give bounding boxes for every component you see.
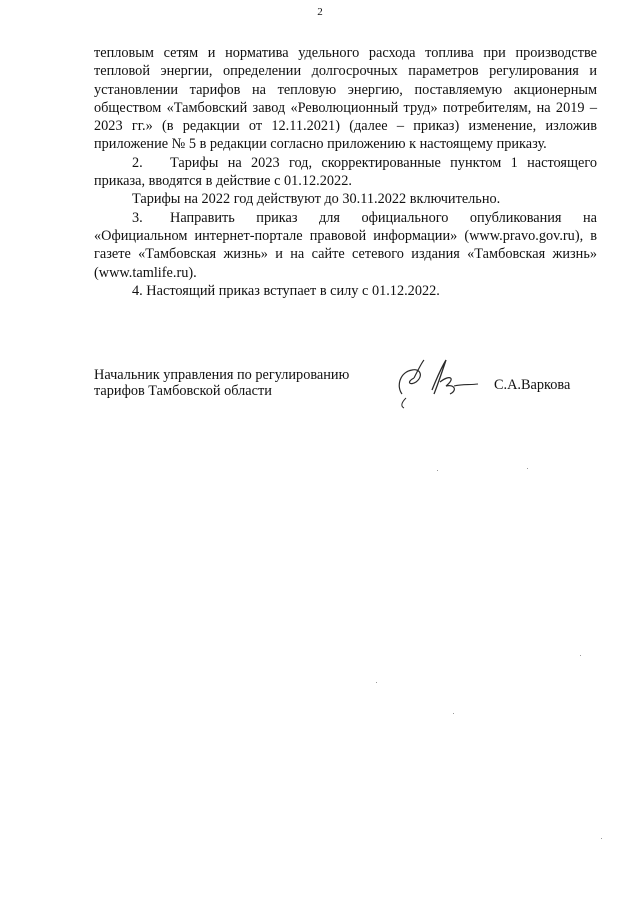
item-2-number: 2. bbox=[132, 154, 143, 171]
paragraph-item-4: 4. Настоящий приказ вступает в силу с 01.12.2022. bbox=[132, 282, 440, 299]
signer-name: С.А.Варкова bbox=[494, 377, 571, 393]
paragraph-item-3 bbox=[94, 209, 597, 282]
signatory-position bbox=[94, 367, 349, 399]
page-number: 2 bbox=[317, 6, 323, 18]
scan-speck bbox=[580, 655, 581, 656]
item-2-text: Тарифы на 2023 год, скорректированные пунктом 1 настоящего приказа, вводятся в действие с 01.12.2022. bbox=[94, 154, 597, 190]
handwritten-signature bbox=[392, 352, 484, 412]
paragraph-intro: тепловым сетям и норматива удельного расхода топлива при производстве тепловой энергии, определении долгосрочных параметров регулирования и установлении тарифов на тепловую энергию, поставляемую акционерным обществом «Тамбовский завод «Революционный труд» потребителям, на 2019 – 2023 гг.» (в редакции от 12.11.2021) (далее – приказ) изменение, изложив приложение № 5 в редакции согласно приложению к настоящему приказу. bbox=[94, 45, 597, 153]
document-body bbox=[94, 44, 597, 300]
item-3-number: 3. bbox=[132, 209, 143, 226]
scan-speck bbox=[527, 468, 528, 469]
position-line-2: тарифов Тамбовской области bbox=[94, 383, 272, 399]
position-line-1: Начальник управления по регулированию bbox=[94, 367, 350, 383]
scan-speck bbox=[437, 470, 438, 471]
scan-speck bbox=[453, 713, 454, 714]
paragraph-tariffs-2022: Тарифы на 2022 год действуют до 30.11.2022 включительно. bbox=[132, 191, 501, 208]
scan-speck bbox=[376, 682, 377, 683]
item-3-text: Направить приказ для официального опубликования на «Официальном интернет-портале правовой информации» (www.pravo.gov.ru), в газете «Тамбовская жизнь» и на сайте сетевого издания «Тамбовская жизнь» (www.tamlife.ru). bbox=[94, 209, 597, 281]
paragraph-item-2 bbox=[94, 154, 597, 191]
scan-speck bbox=[601, 838, 602, 839]
